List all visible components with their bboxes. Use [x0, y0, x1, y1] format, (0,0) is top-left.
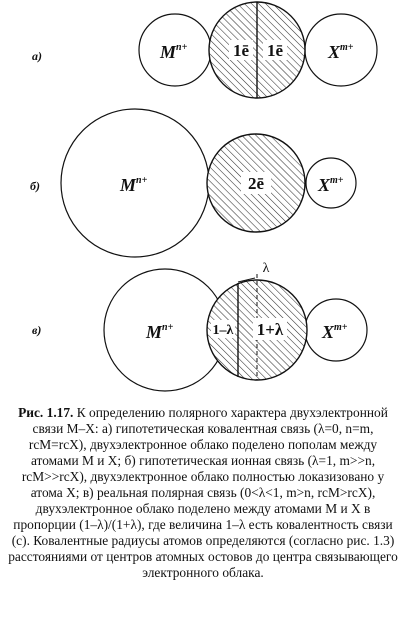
caption-text: К определению полярного характера двухэлектронной связи М–Х: а) гипотетическая ковалентная связь (λ=0, n=m, rcM=rcX), двухэлектронное облако поделено пополам между атомами М и Х; б) гипотетическая ионная связь (λ=1, m>>n, rcM>>rcX), двухэлектронное облако полностью локазизовано у атома Х; в) реальная полярная связь (0<λ<1, m>n, rcM>rcX), двухэлектронное облако поделено между атомами М и Х в пропорции (1–λ)/(1+λ), где величина 1–λ есть ковалентность связи (c). Ковалентные радиусы атомов определяются (согласно рис. 1.3) расстояниями от центров атомных остовов до центра связывающего электронного облака.: [8, 405, 398, 580]
cloud-label-b: 2ē: [247, 174, 265, 193]
ion-m-label-b: $M^{n+}$: [120, 175, 148, 195]
panel-a: [32, 2, 377, 98]
cloud-label-left-a: 1ē: [232, 41, 250, 60]
ion-x-label-b: $X^{m+}$: [318, 175, 344, 195]
panel-c-label: в): [32, 323, 42, 337]
cloud-label-right-c: 1+λ: [256, 320, 284, 339]
ion-m-label-c: $M^{n+}$: [146, 322, 174, 342]
panel-b: [30, 109, 356, 257]
panel-c: [32, 261, 367, 391]
figure-caption: [6, 405, 400, 581]
cloud-label-right-a: 1ē: [266, 41, 284, 60]
caption-title: Рис. 1.17.: [18, 405, 74, 420]
ion-x-label-c: $X^{m+}$: [322, 322, 348, 342]
lambda-label: λ: [262, 261, 270, 276]
cloud-label-left-c: 1–λ: [212, 323, 234, 338]
ion-x-label-a: $X^{m+}$: [328, 42, 354, 62]
panel-b-label: б): [30, 179, 40, 193]
ion-m-label-a: $M^{n+}$: [160, 42, 188, 62]
panel-a-label: а): [32, 49, 42, 63]
